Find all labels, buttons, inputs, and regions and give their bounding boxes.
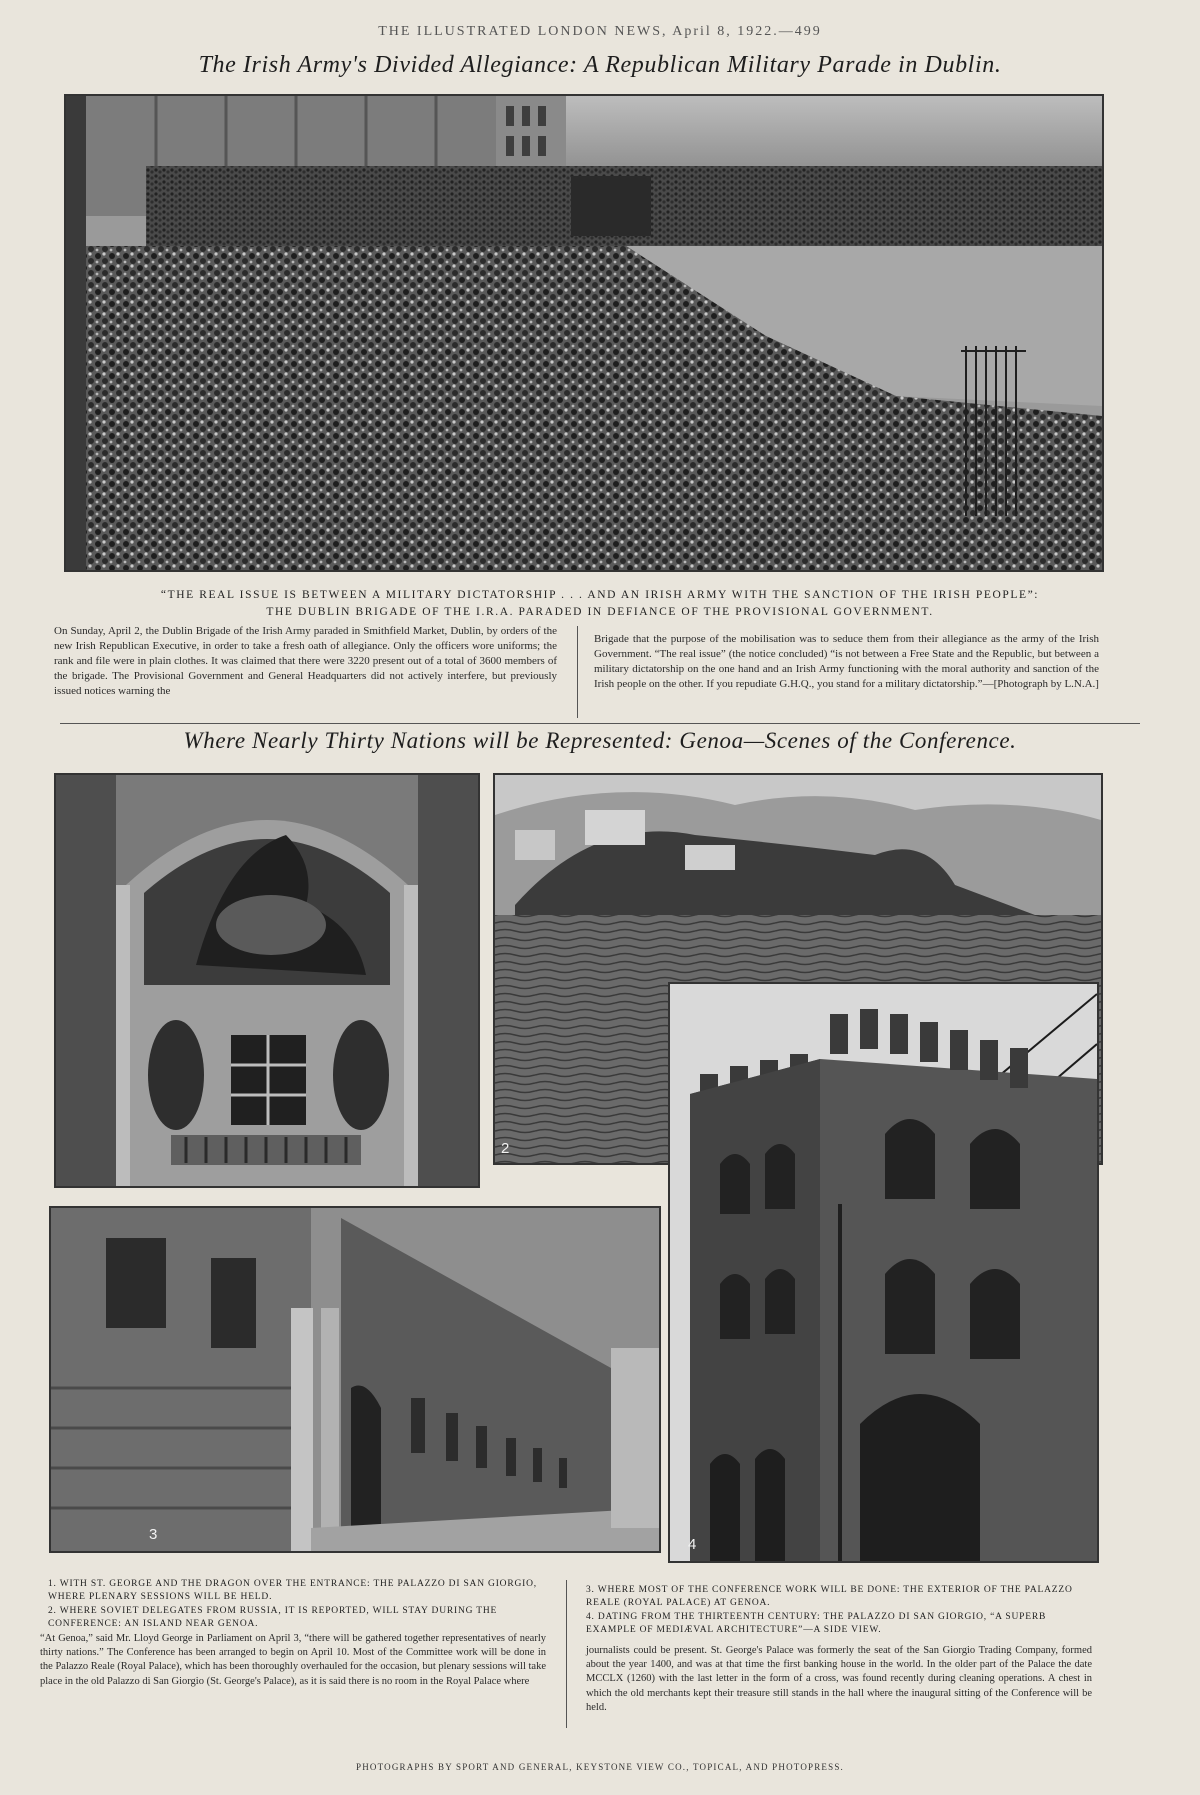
photo-4-san-giorgio-side [668,982,1099,1563]
photo-credits: PHOTOGRAPHS BY SPORT AND GENERAL, KEYSTONE VIEW CO., TOPICAL, AND PHOTOPRESS. [355,1762,844,1772]
crowd-photo-image [66,96,1102,570]
photo-3-palazzo-reale [49,1206,661,1553]
quote-caption-line2: THE DUBLIN BRIGADE OF THE I.R.A. PARADED IN DEFIANCE OF THE PROVISIONAL GOVERNMENT. [266,606,934,618]
photo-1-san-giorgio-facade [54,773,480,1188]
caption-4: 4. DATING FROM THE THIRTEENTH CENTURY: THE PALAZZO DI SAN GIORGIO, “A SUPERB EXAMPLE OF MEDIÆVAL ARCHITECTURE”—A SIDE VIEW. [586,1612,1047,1635]
san-giorgio-side-image [670,984,1097,1561]
caption-2: 2. WHERE SOVIET DELEGATES FROM RUSSIA, IT IS REPORTED, WILL STAY DURING THE CONFERENCE: AN ISLAND NEAR GENOA. [48,1606,498,1629]
column-divider-bottom [566,1580,567,1728]
headline-dublin: The Irish Army's Divided Allegiance: A Republican Military Parade in Dublin. [198,52,1002,78]
caption-3: 3. WHERE MOST OF THE CONFERENCE WORK WILL BE DONE: THE EXTERIOR OF THE PALAZZO REALE (ROYAL PALACE) AT GENOA. [586,1585,1073,1608]
caption-1: 1. WITH ST. GEORGE AND THE DRAGON OVER THE ENTRANCE: THE PALAZZO DI SAN GIORGIO, WHERE PLENARY SESSIONS WILL BE HELD. [48,1579,537,1602]
photo-3-number: 3 [149,1526,158,1543]
genoa-text-left: “At Genoa,” said Mr. Lloyd George in Parliament on April 3, “there will be gathered together representatives of nearly thirty nations.” The Conference has been arranged to begin on April 10. Most of the Committee work will be done in the Palazzo Reale (Royal Palace), which has been thoroughly overhauled for the occasion, but plenary sessions will take place in the old Palazzo di San Giorgio (St. George's Palace), as it is said there is no room in the Royal Palace where [40,1633,546,1687]
headline-genoa: Where Nearly Thirty Nations will be Represented: Genoa—Scenes of the Conference. [183,728,1017,753]
san-giorgio-facade-image [56,775,478,1186]
photo-2-number: 2 [501,1140,510,1157]
dublin-text-right: Brigade that the purpose of the mobilisation was to seduce them from their allegiance as the army of the Irish Government. “The real issue” (the notice concluded) “is not between a Free State and the Republic, but between a military dictatorship on the one hand and an Irish Army functioning with the moral authority and sanction of the Irish people on the other. If you repudiate G.H.Q., you stand for a military dictatorship.”—[Photograph by L.N.A.] [594,633,1099,690]
masthead: THE ILLUSTRATED LONDON NEWS, April 8, 1922.—499 [378,24,822,39]
palazzo-reale-image [51,1208,659,1551]
genoa-text-right: journalists could be present. St. George's Palace was formerly the seat of the San Giorgio Trading Company, formed about the year 1400, and was at that time the first banking house in the world. In the older part of the Palace the date MCCLX (1260) with the last letter in the form of a cross, was found recently during cleaning operations. A chest in which the old merchants kept their treasure still stands in the hall where the inaugural sitting of the Conference will be held. [586,1645,1092,1713]
dublin-text-left: On Sunday, April 2, the Dublin Brigade of the Irish Army paraded in Smithfield Market, Dublin, by orders of the new Irish Republican Executive, in order to take a fresh oath of allegiance. Only the officers wore uniforms; the rank and file were in plain clothes. It was claimed that there were 3220 present out of a total of 3600 members of the brigade. The Provisional Government and General Headquarters did not actively interfere, but previously issued notices warning the [54,625,557,697]
column-divider-top [577,626,578,718]
photo-4-number: 4 [688,1536,697,1553]
section-rule [60,723,1140,724]
photo-dublin-parade [64,94,1104,572]
quote-caption-line1: “THE REAL ISSUE IS BETWEEN A MILITARY DICTATORSHIP . . . AND AN IRISH ARMY WITH THE SANCTION OF THE IRISH PEOPLE”: [160,589,1040,601]
